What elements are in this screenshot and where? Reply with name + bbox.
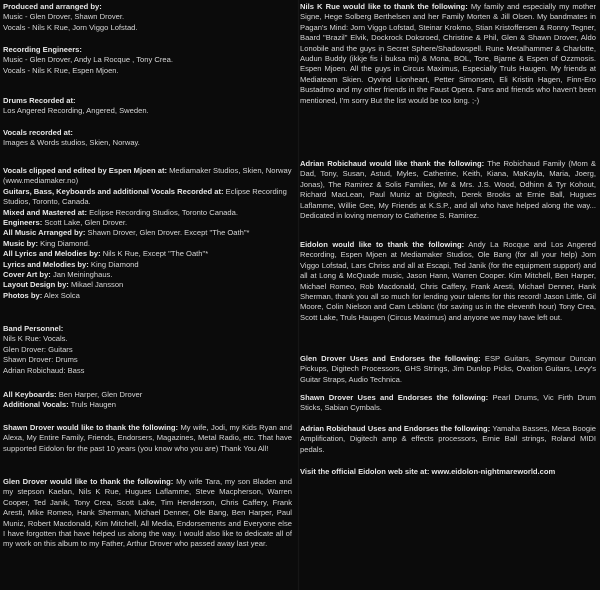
credit-line: Photos by: Alex Solca <box>3 290 80 300</box>
adrian-thanks: Adrian Robichaud would like thank the following: The Robichaud Family (Mom & Dad, Tony, Susan, Astud, Myles, Catherine, Keith, Kiana, MaKayla, Maria, Joerg, Jonas), The Ramirez & Solis Families, Mr & Mrs. J.S. Wood, Odhinn & Tyr Kohout, Richard MacLean, Paul Muniz at Digitech, Derek Brooks at Ernie Ball, Hugues Laflamme, Willie Gee, My Friends at K.S.P., and all who have helped along the way... Dedicated in loving memory to Catherine S. Ramirez. <box>300 159 596 221</box>
website-line <box>300 467 596 477</box>
vocals-heading: Vocals recorded at: <box>3 128 73 137</box>
recording-line: Music - Glen Drover, Andy La Rocque , Tony Crea. <box>3 55 173 65</box>
band-member: Nils K Rue: Vocals. <box>3 334 68 344</box>
credit-line: Cover Art by: Jan Meininghaus. <box>3 270 113 280</box>
band-heading: Band Personnel: <box>3 324 64 333</box>
drums-heading: Drums Recorded at: <box>3 96 76 105</box>
drums-block <box>3 96 292 117</box>
band-member: Shawn Drover: Drums <box>3 355 78 365</box>
eidolon-thanks: Eidolon would like to thank the following: Andy La Rocque and Los Angered Recording, Espen Mjoen at Mediamaker Studios, Ole Bang (for all your help) Jorn Viggo Lofstad, Lars Chriss and all at Escapi, Ted Janik (for the equipment support) and all at Long & McQuade music, Jason Hann, Warren Cooper. Kim Mitchell, Ben Harper, Michael Romeo, Rob Macdonald, Chris Caffery, Frank Aresti, Michael Denner, Hank Sherman, thank you all so much for lending your talents for this record! Jason Little, Gil Moore, Colin Nielson and Cam Leblanc (for saving us in the eleventh hour) Tony Crea, Scott Lake, Truls Haugen (Circus Maximus) and anyone we may have left out. <box>300 240 596 322</box>
glen-endorse: Glen Drover Uses and Endorses the following: ESP Guitars, Seymour Duncan Pickups, Digitech Processors, GHS Strings, Jim Dunlop Picks, Ovation Guitars, Levy's Guitar Straps, Audio Technica. <box>300 354 596 384</box>
produced-line: Music - Glen Drover, Shawn Drover. <box>3 12 125 22</box>
band-member: Adrian Robichaud: Bass <box>3 365 85 375</box>
credit-line: Guitars, Bass, Keyboards and additional Vocals Recorded at: Eclipse Recording Studios, Toronto, Canada. <box>3 186 287 207</box>
credit-line: Engineers: Scott Lake, Glen Drover. <box>3 218 128 228</box>
credit-line: Mixed and Mastered at: Eclipse Recording Studios, Toronto Canada. <box>3 207 238 217</box>
credit-line: All Lyrics and Melodies by: Nils K Rue, Except "The Oath"* <box>3 249 209 259</box>
recording-block <box>3 45 292 76</box>
band-block <box>3 324 292 376</box>
recording-line: Vocals - Nils K Rue, Espen Mjoen. <box>3 65 119 75</box>
credit-line: Music by: King Diamond. <box>3 238 90 248</box>
shawn-thanks: Shawn Drover would like to thank the following: My wife, Jodi, my Kids Ryan and Alexa, My Entire Family, Friends, Endorsers, Magazines, Metal Radio, etc. That have supported Eidolon for the past 10 years (you know who you are) Thank You All! <box>3 423 292 453</box>
vocals-line: Images & Words studios, Skien, Norway. <box>3 138 140 148</box>
credit-line: Lyrics and Melodies by: King Diamond <box>3 259 139 269</box>
website-link[interactable]: www.eidolon-nightmareworld.com <box>431 467 556 476</box>
credit-line: Layout Design by: Mikael Jansson <box>3 280 124 290</box>
keyboards-block <box>3 390 292 411</box>
addvocals-line: Additional Vocals: Truls Haugen <box>3 400 116 410</box>
produced-block <box>3 2 292 33</box>
recording-heading: Recording Engineers: <box>3 45 82 54</box>
band-member: Glen Drover: Guitars <box>3 344 73 354</box>
produced-line: Vocals - Nils K Rue, Jorn Viggo Lofstad. <box>3 22 138 32</box>
credit-line: Vocals clipped and edited by Espen Mjoen at: Mediamaker Studios, Skien, Norway (www.mediamaker.no) <box>3 166 292 186</box>
credits-block <box>3 166 292 301</box>
produced-heading: Produced and arranged by: <box>3 2 102 11</box>
drums-line: Los Angered Recording, Angered, Sweden. <box>3 106 149 116</box>
adrian-endorse: Adrian Robichaud Uses and Endorses the following: Yamaha Basses, Mesa Boogie Amplification, Digitech amp & effects processors, Ernie Ball strings, Roland MIDI pedals. <box>300 424 596 454</box>
credit-line: All Music Arranged by: Shawn Drover, Glen Drover. Except "The Oath"* <box>3 228 250 238</box>
nils-thanks: Nils K Rue would like to thank the following: My family and especially my mother Signe, Hege Solberg Berthelsen and her Family Morten & Jill Olsen. My bandmates in Pagan's Mind: Jorn Viggo Lofstad, Steinar Krokmo, Stian Kristoffersen & Ronny Tegner, Baard "Brazil" Elvik, Dockrock Doksroed, Christine & Phil, Glen & Shawn Drover, Aldo Lonobile and the guys in Secret Sphere/Shadowspell. Rune Metalhammer & Charlotte, Audun Buddy (ikkje fis i buksa mi) & Mona, BOL, Tore, Bjarne & Espen of Ozzmosis. Espen Mjoen. All the guys in Circus Maximus, Especially Truls Haugen. My friends at Mediateam Skien. Oyvind Lionheart, Petter Simonsen, Eli Kristin Hagen, Finn-Ero Bustadmo and my other friends in the Faust Opera. Fans and friends who haven't been mentioned, I'm sorry But the list would be too long. ;-) <box>300 2 596 105</box>
website-label: Visit the official Eidolon web site at: <box>300 467 430 476</box>
keyboards-line: All Keyboards: Ben Harper, Glen Drover <box>3 390 143 399</box>
glen-thanks: Glen Drover would like to thank the following: My wife Tara, my son Bladen and my stepson Kaelan, Nils K Rue, Hugues Laflamme, Steve Macpherson, Warren Cooper, Ted Janik, Tony Crea, Scott Lake, Tim Henderson, Chris Caffery, Frank Aresti, Mike Romeo, Hank Sherman, Michael Denner, Ole Bang, Ben Harper, Paul Muniz, Robert Macdonald, Kim Mitchell, All Media, Endorsements and Everyone else I have forgotten that have helped us along the way. I would also like to dedicate all of my work on this album to my Father, Arthur Drover who passed away last year. <box>3 477 292 549</box>
shawn-endorse: Shawn Drover Uses and Endorses the following: Pearl Drums, Vic Firth Drum Sticks, Sabian Cymbals. <box>300 393 597 413</box>
vocals-block <box>3 128 292 149</box>
